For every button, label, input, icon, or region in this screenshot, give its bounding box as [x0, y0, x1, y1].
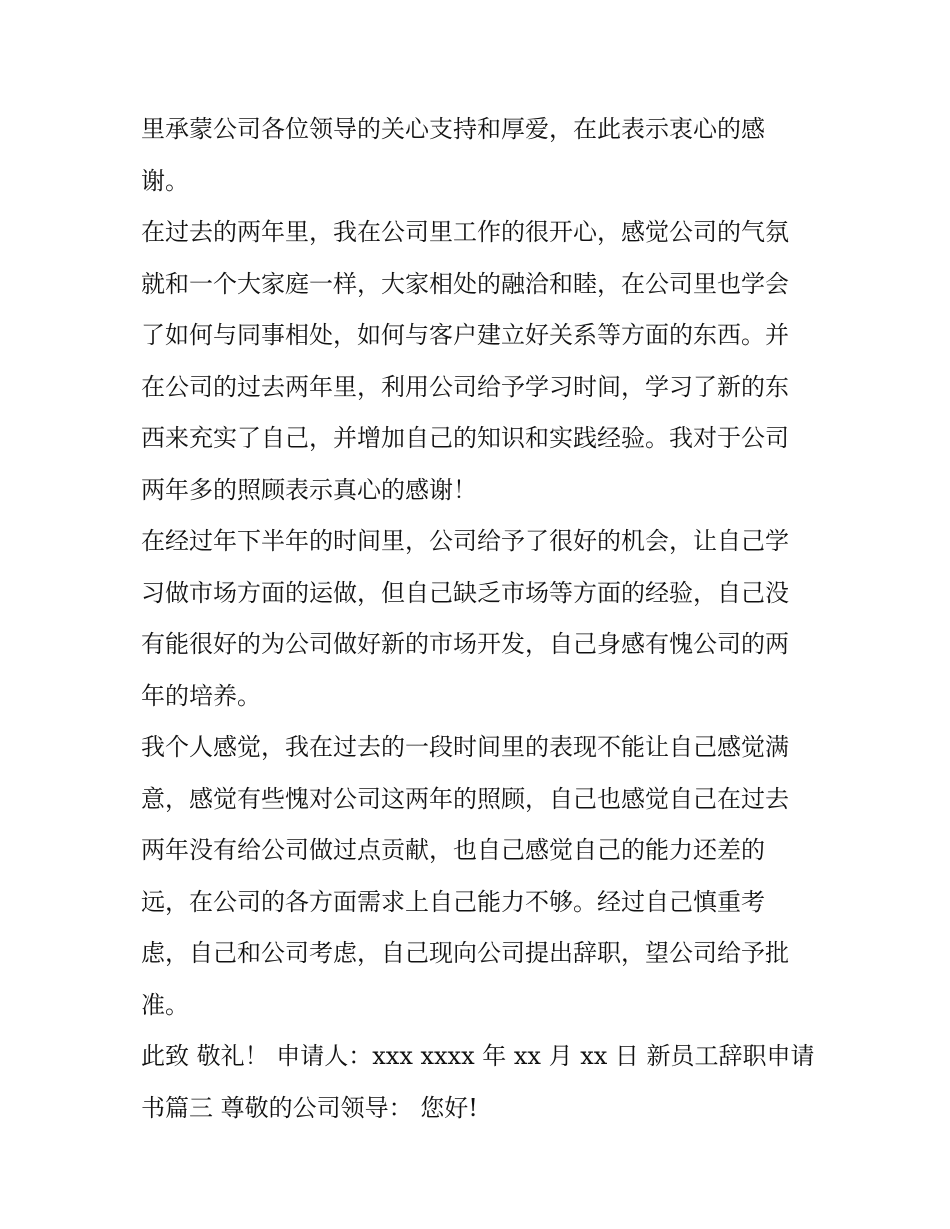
text-line: 在过去的两年里，我在公司里工作的很开心，感觉公司的气氛 [141, 218, 789, 246]
text-line: 习做市场方面的运做，但自己缺乏市场等方面的经验，自己没 [141, 578, 789, 607]
text-line: 了如何与同事相处，如何与客户建立好关系等方面的东西。并 [141, 321, 789, 349]
text-line: 就和一个大家庭一样，大家相处的融洽和睦，在公司里也学会 [141, 269, 789, 298]
text-line: 在公司的过去两年里，利用公司给予学习时间，学习了新的东 [141, 372, 789, 401]
document-body [141, 104, 821, 1134]
text-line: 里承蒙公司各位领导的关心支持和厚爱，在此表示衷心的感 [141, 115, 765, 143]
text-line: 虑，自己和公司考虑，自己现向公司提出辞职，望公司给予批 [141, 939, 789, 967]
text-line: 准。 [141, 990, 189, 1019]
text-line: 我个人感觉，我在过去的一段时间里的表现不能让自己感觉满 [141, 733, 789, 761]
text-line: 此致 敬礼！ 申请人：xxx xxxx 年 xx 月 xx 日 新员工辞职申请 [141, 1042, 815, 1070]
text-line: 远，在公司的各方面需求上自己能力不够。经过自己慎重考 [141, 887, 765, 916]
text-line: 意，感觉有些愧对公司这两年的照顾，自己也感觉自己在过去 [141, 784, 789, 813]
text-line: 年的培养。 [141, 681, 261, 710]
text-line: 有能很好的为公司做好新的市场开发，自己身感有愧公司的两 [141, 630, 789, 658]
text-line: 谢。 [141, 166, 189, 195]
text-line: 书篇三 尊敬的公司领导： 您好! [141, 1093, 478, 1122]
text-line: 两年没有给公司做过点贡献，也自己感觉自己的能力还差的 [141, 836, 765, 864]
text-line: 两年多的照顾表示真心的感谢！ [141, 475, 477, 504]
text-line: 西来充实了自己，并增加自己的知识和实践经验。我对于公司 [141, 424, 789, 452]
text-line: 在经过年下半年的时间里，公司给予了很好的机会，让自己学 [141, 527, 789, 555]
